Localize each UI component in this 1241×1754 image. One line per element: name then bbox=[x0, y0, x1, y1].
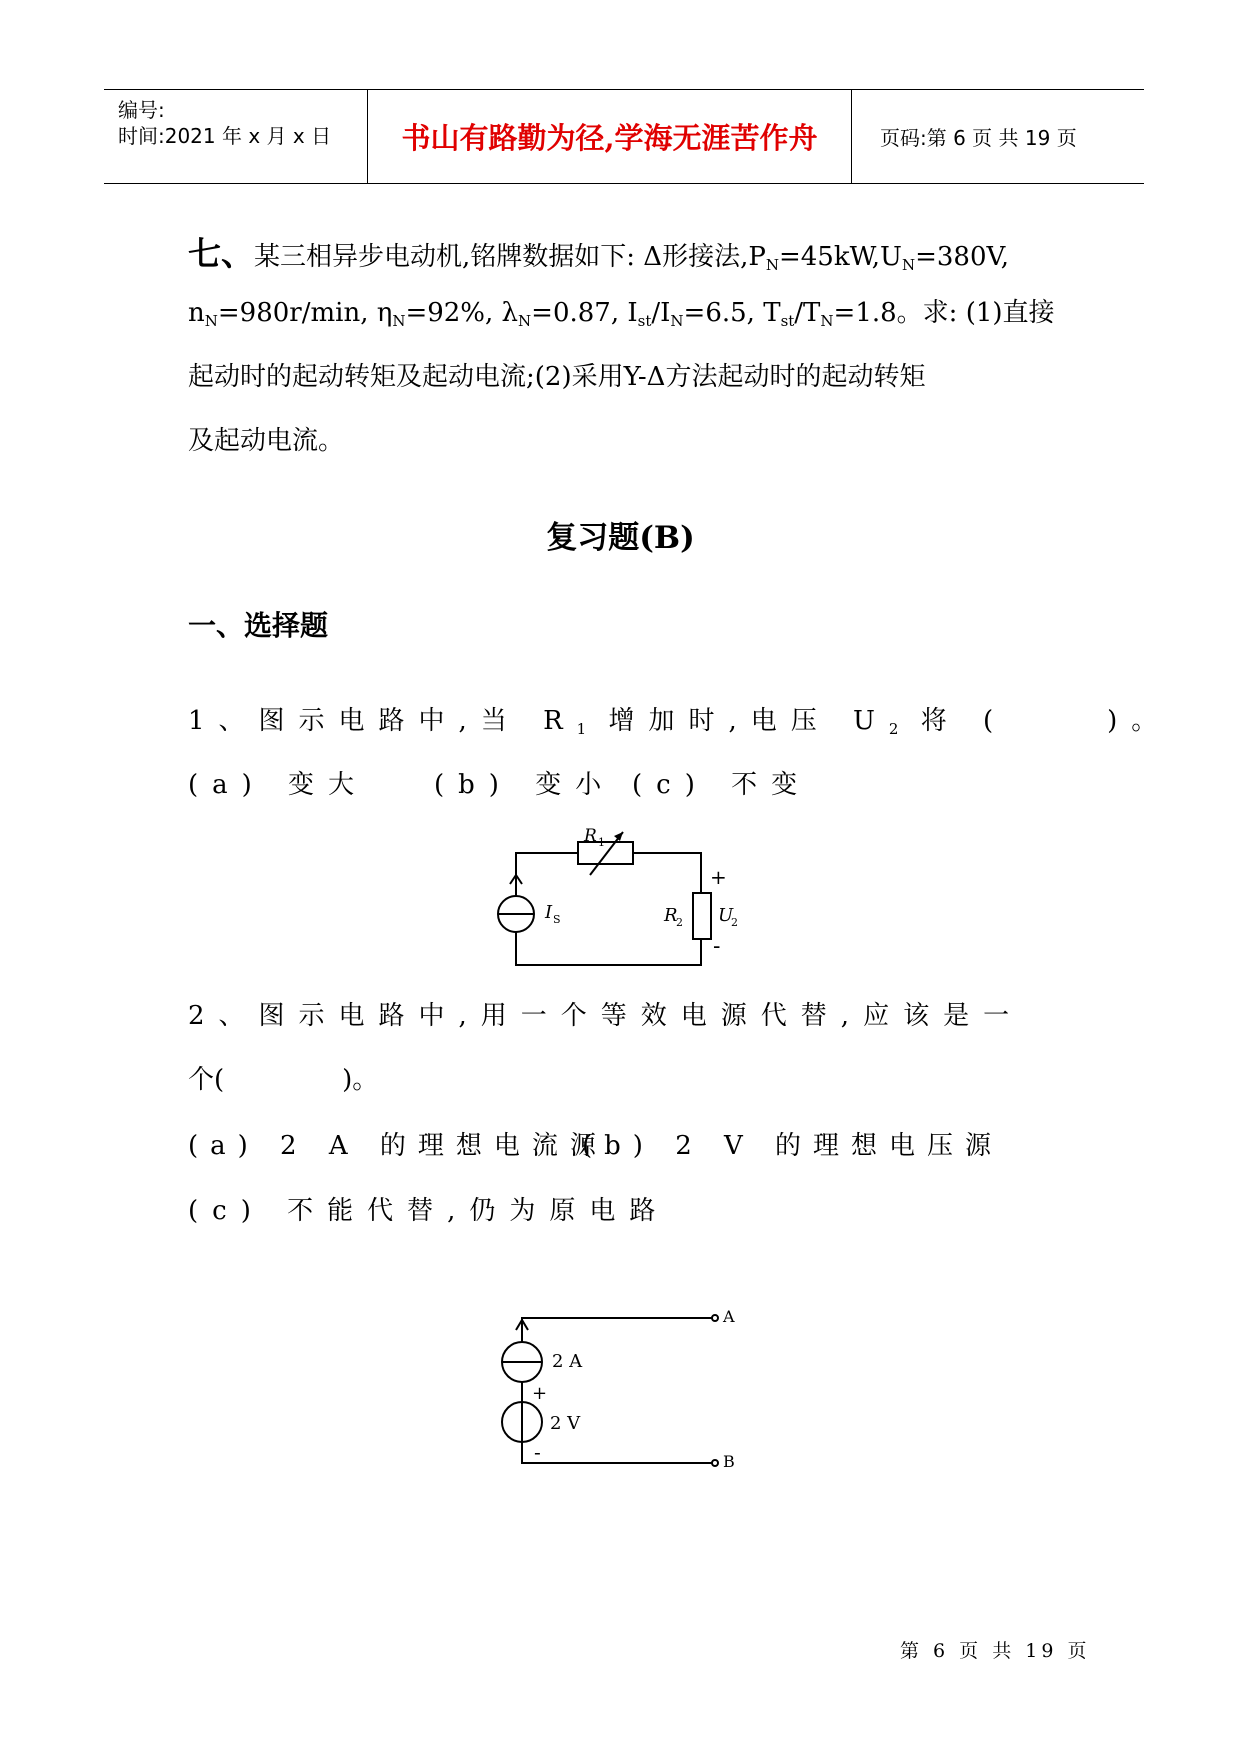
q1-option-c: (c) 不变 bbox=[632, 770, 812, 800]
q1-stem: 1、图示电路中,当 $R_1$ 增加时,电压 $U_2$ 将 ( )。 bbox=[188, 706, 1172, 738]
fig1-plus-sign: + bbox=[710, 865, 727, 889]
svg-text:1: 1 bbox=[598, 836, 605, 849]
fig1-minus-sign: - bbox=[713, 934, 721, 959]
q7-line-2: $n_N=980r/\min$, $\eta_N=92\%$, $\lambda_N=0.87$, $I_{st}/I_N=6.5$, $T_{st}/T_N=1.8$。求: (1)直接 bbox=[188, 298, 1055, 330]
fig1-u2-label: U bbox=[718, 905, 734, 926]
q2-option-a: (a) 2 A 的理想电流源 bbox=[188, 1131, 608, 1161]
section-heading: 一、选择题 bbox=[188, 609, 329, 642]
fig2-label-a: A bbox=[723, 1307, 735, 1326]
svg-text:S: S bbox=[553, 913, 561, 926]
fig1-is-label: I bbox=[545, 902, 553, 923]
q7-heading: 七、 bbox=[188, 234, 254, 273]
q1-option-b: (b) 变小 bbox=[434, 770, 616, 800]
time-label: 时间:2021 年 x 月 x 日 bbox=[118, 124, 332, 148]
q2-stem-line-2: 个( )。 bbox=[188, 1065, 379, 1095]
fig2-label-b: B bbox=[723, 1452, 735, 1471]
q2-option-c: (c) 不能代替,仍为原电路 bbox=[188, 1196, 670, 1226]
fig2-voltage-label: 2 V bbox=[550, 1413, 581, 1434]
q1-option-a: (a) 变大 bbox=[188, 770, 369, 800]
fig2-wire bbox=[522, 1318, 714, 1463]
motto: 书山有路勤为径,学海无涯苦作舟 bbox=[368, 90, 852, 183]
fig2-current-label: 2 A bbox=[552, 1351, 583, 1372]
svg-text:2: 2 bbox=[731, 916, 738, 929]
page-label: 页码:第 6 页 共 19 页 bbox=[880, 126, 1077, 150]
q7-line-4: 及起动电流。 bbox=[188, 426, 345, 456]
fig2-terminal-b bbox=[712, 1460, 718, 1466]
number-label: 编号: bbox=[118, 98, 165, 122]
fig1-r2-label: R bbox=[664, 905, 678, 926]
page-title: 复习题(B) bbox=[546, 520, 695, 556]
q7-line-1: 七、某三相异步电动机,铭牌数据如下: Δ形接法$,P_N=45kW,U_N=380V$, bbox=[188, 234, 1010, 274]
fig2-terminal-a bbox=[712, 1315, 718, 1321]
q2-option-b: (b) 2 V 的理想电压源 bbox=[582, 1131, 1004, 1161]
fig2-minus-sign: - bbox=[534, 1440, 541, 1464]
q7-line-3: 起动时的起动转矩及起动电流;(2)采用Y-Δ方法起动时的起动转矩 bbox=[188, 362, 926, 392]
fig2-plus-sign: + bbox=[532, 1383, 548, 1404]
svg-text:2: 2 bbox=[676, 916, 683, 929]
fig1-r1-label: R bbox=[584, 826, 597, 846]
q2-stem-line-1: 2、图示电路中,用一个等效电源代替,应该是一 bbox=[188, 1001, 1024, 1031]
page-footer: 第 6 页 共 19 页 bbox=[900, 1640, 1091, 1662]
